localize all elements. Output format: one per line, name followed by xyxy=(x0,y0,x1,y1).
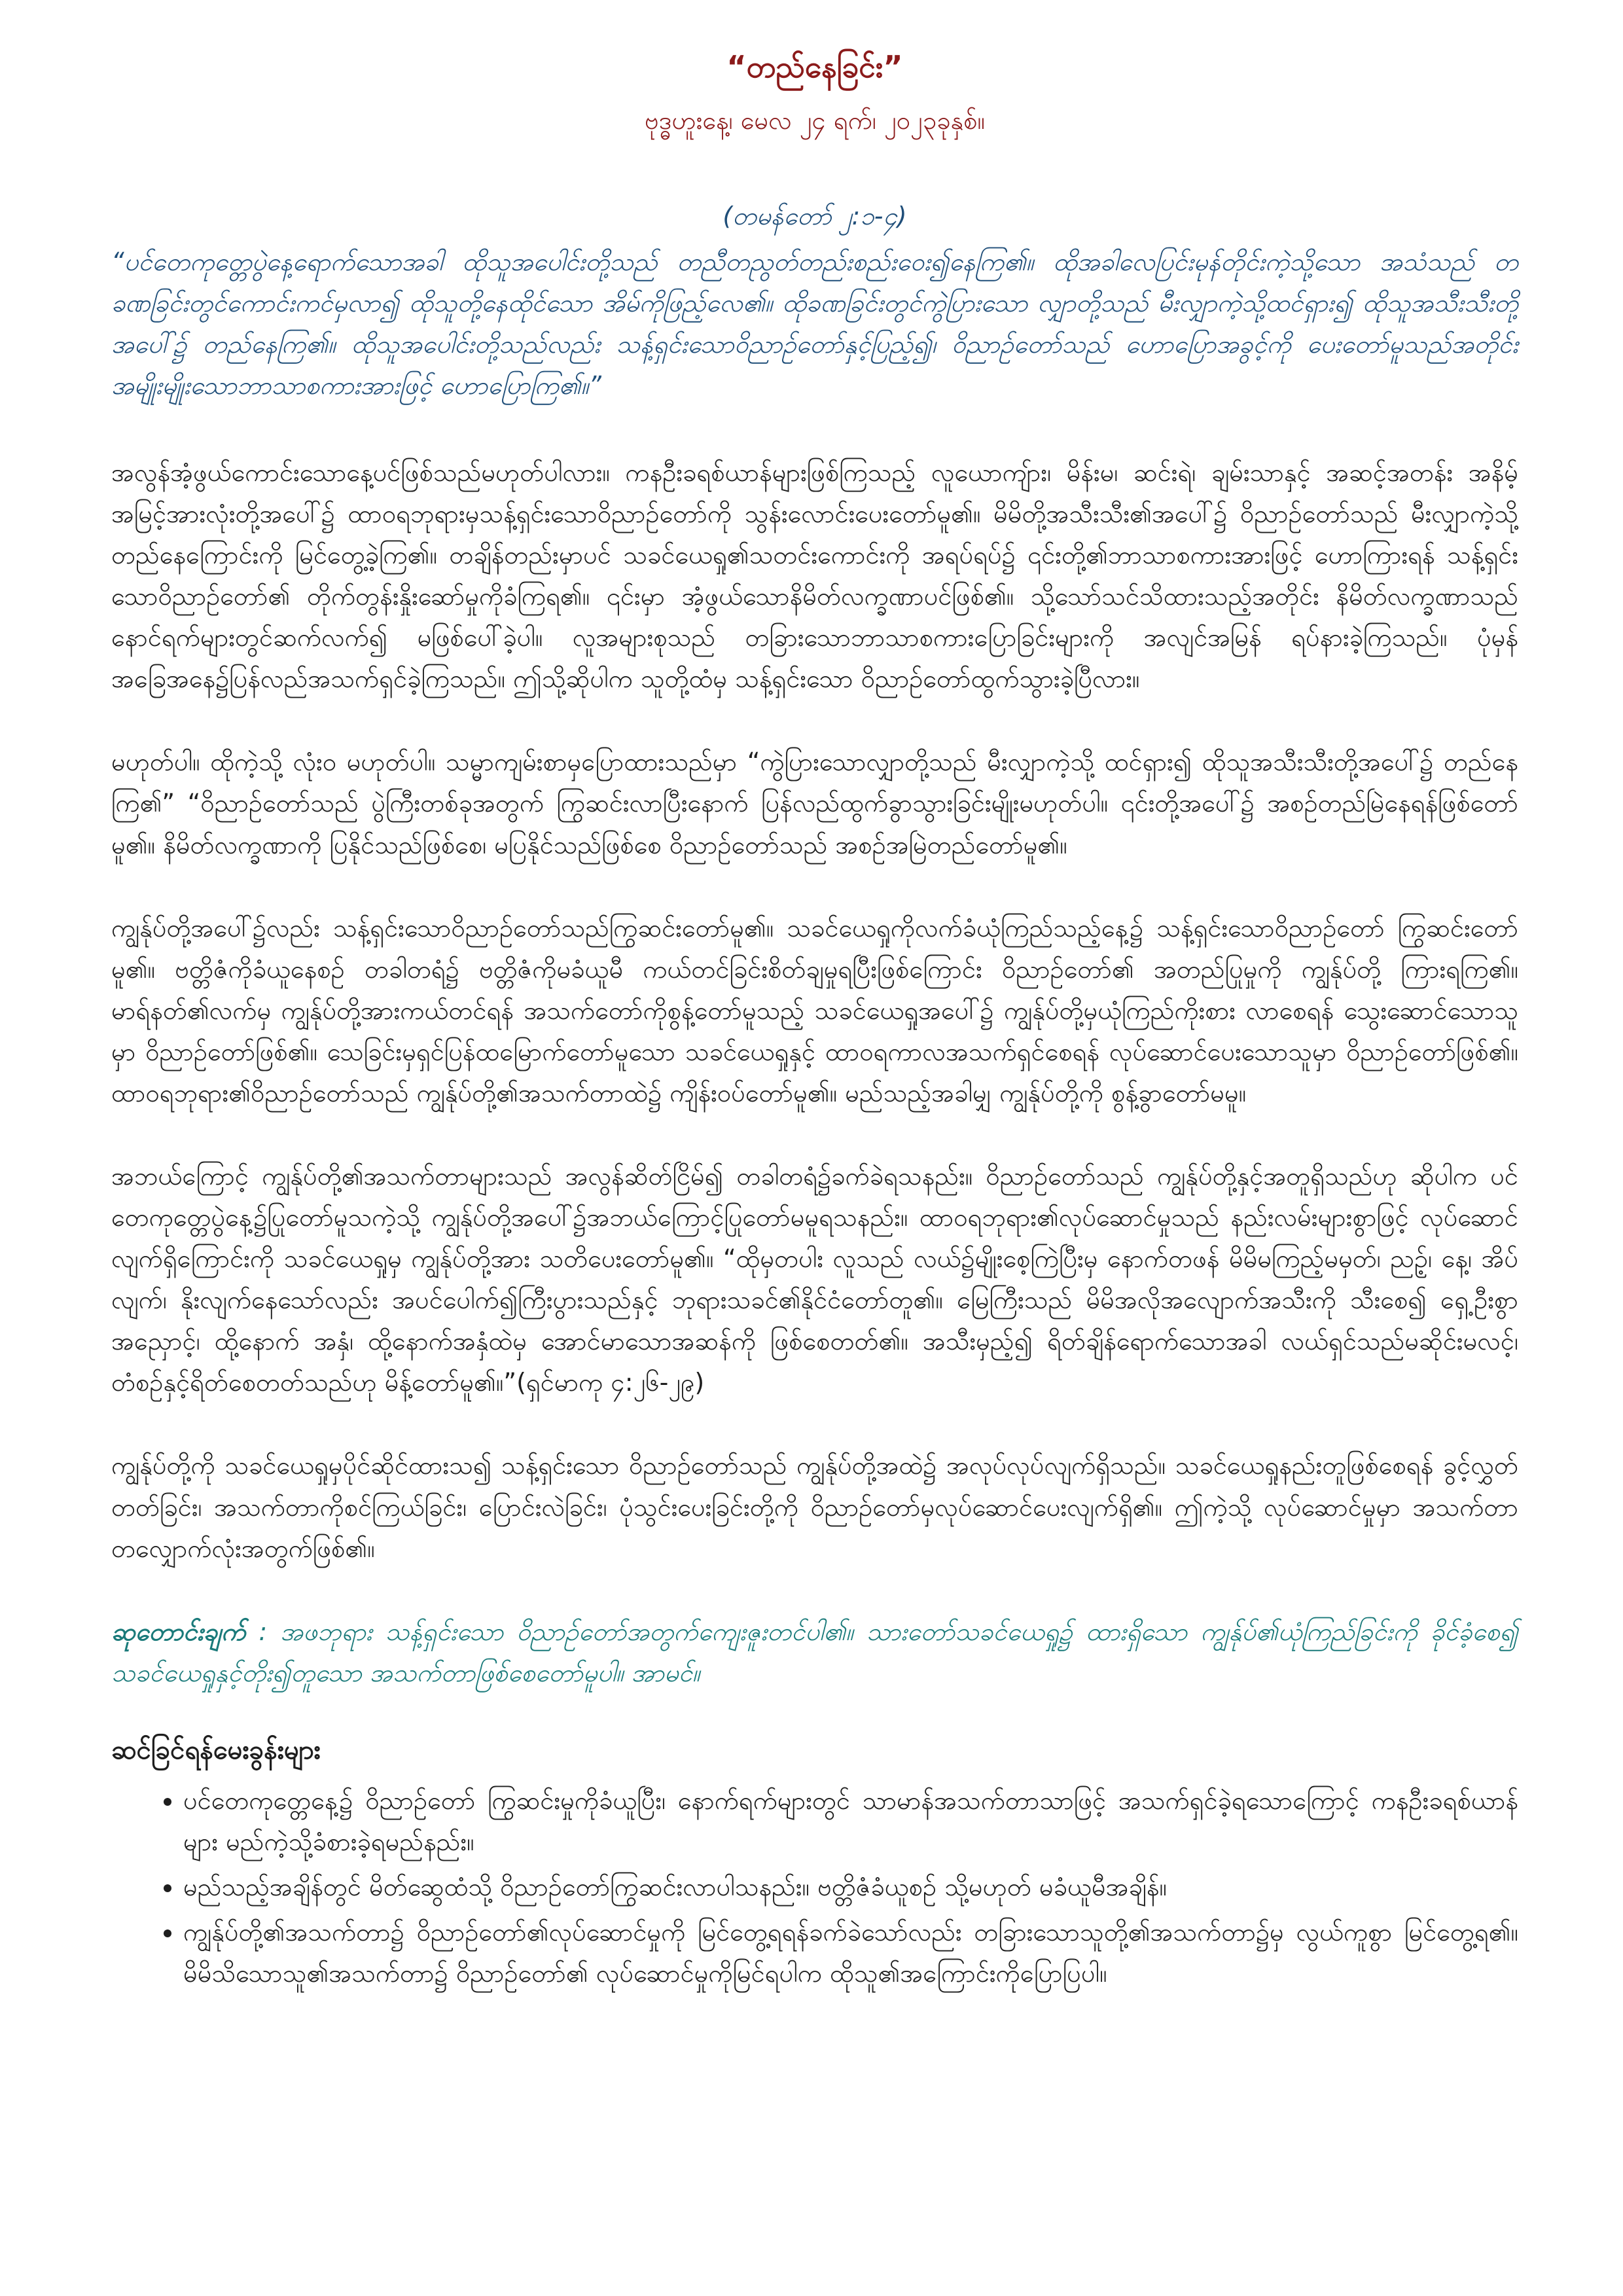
body-paragraph-1: အလွန်အံ့ဖွယ်ကောင်းသောနေ့ပင်ဖြစ်သည်မဟုတ်ပါလား။ ကနဦးခရစ်ယာန်များဖြစ်ကြသည့် လူယောကျ်ား၊ မိန်းမ၊ ဆင်းရဲ၊ ချမ်းသာနှင့် အဆင့်အတန်း အနိမ့်အမြင့်အားလုံးတို့အပေါ်၌ ထာဝရဘုရားမှသန့်ရှင်းသောဝိညာဉ်တော်ကို သွန်းလောင်းပေးတော်မူ၏။ မိမိတို့အသီးသီး၏အပေါ်၌ ဝိညာဉ်တော်သည် မီးလျှာကဲ့သို့တည်နေကြောင်းကို မြင်တွေ့ခဲ့ကြ၏။ တချိန်တည်းမှာပင် သခင်ယေရှု၏သတင်းကောင်းကို အရပ်ရပ်၌ ၎င်းတို့၏ဘာသာစကားအားဖြင့် ဟောကြားရန် သန့်ရှင်းသောဝိညာဉ်တော်၏ တိုက်တွန်းနှိုးဆော်မှုကိုခံကြရ၏။ ၎င်းမှာ အံ့ဖွယ်သောနိမိတ်လက္ခဏာပင်ဖြစ်၏။ သို့သော်သင်သိထားသည့်အတိုင်း နိမိတ်လက္ခဏာသည် နောင်ရက်များတွင်ဆက်လက်၍ မဖြစ်ပေါ်ခဲ့ပါ။ လူအများစုသည် တခြားသောဘာသာစကားပြောခြင်းများကို အလျင်အမြန် ရပ်နားခဲ့ကြသည်။ ပုံမှန်အခြေအနေ၌ပြန်လည်အသက်ရှင်ခဲ့ကြသည်။ ဤသို့ဆိုပါက သူတို့ထံမှ သန့်ရှင်းသော ဝိညာဉ်တော်ထွက်သွားခဲ့ပြီလား။ xyxy=(111,457,1518,694)
prayer-text: အဖဘုရား သန့်ရှင်းသော ဝိညာဉ်တော်အတွက်ကျေးဇူးတင်ပါ၏။ သားတော်သခင်ယေရှု၌ ထားရှိသော ကျွန်ုပ်၏ယုံကြည်ခြင်းကို ခိုင်ခံ့စေ၍ သခင်ယေရှုနှင့်တိုး၍တူသော အသက်တာဖြစ်စေတော်မူပါ။ အာမင်။ xyxy=(111,1617,1518,1687)
page-date: ဗုဒ္ဓဟူးနေ့၊ မေလ ၂၄ ရက်၊ ၂၀၂၃ခုနှစ်။ xyxy=(645,106,985,135)
scripture-text: “ပင်တေကုတ္တေပွဲနေ့ရောက်သောအခါ ထိုသူအပေါင်းတို့သည် တညီတညွတ်တည်းစည်းဝေး၍နေကြ၏။ ထိုအခါလေပြင်းမုန်တိုင်းကဲ့သို့သော အသံသည် တခဏခြင်းတွင်ကောင်းကင်မှလာ၍ ထိုသူတို့နေထိုင်သော အိမ်ကိုဖြည့်လေ၏။ ထိုခဏခြင်းတွင်ကွဲပြားသော လျှာတို့သည် မီးလျှာကဲ့သို့ထင်ရှား၍ ထိုသူအသီးသီးတို့အပေါ်၌ တည်နေကြ၏။ ထိုသူအပေါင်းတို့သည်လည်း သန့်ရှင်းသောဝိညာဉ်တော်နှင့်ပြည့်၍၊ ဝိညာဉ်တော်သည် ဟောပြောအခွင့်ကို ပေးတော်မူသည်အတိုင်း အမျိုးမျိုးသောဘာသာစကားအားဖြင့် ဟောပြောကြ၏။” xyxy=(111,247,1518,400)
prayer-separator: : xyxy=(245,1617,281,1646)
devotional-page xyxy=(111,46,1518,1998)
page-title: “တည်နေခြင်း” xyxy=(726,49,903,84)
prayer-block xyxy=(111,1611,1518,1694)
question-item-3: • ကျွန်ုပ်တို့၏အသက်တာ၌ ဝိညာဉ်တော်၏လုပ်ဆောင်မှုကို မြင်တွေ့ရရန်ခက်ခဲသော်လည်း တခြားသောသူတို့၏အသက်တာ၌မှ လွယ်ကူစွာ မြင်တွေ့ရ၏။ မိမိသိသောသူ၏အသက်တာ၌ ဝိညာဉ်တော်၏ လုပ်ဆောင်မှုကိုမြင်ရပါက ထိုသူ၏အကြောင်းကိုပြောပြပါ။ xyxy=(183,1912,1518,1994)
body-paragraph-2: မဟုတ်ပါ။ ထိုကဲ့သို့ လုံးဝ မဟုတ်ပါ။ သမ္မာကျမ်းစာမှပြောထားသည်မှာ “ကွဲပြားသောလျှာတို့သည် မီးလျှာကဲ့သို့ ထင်ရှား၍ ထိုသူအသီးသီးတို့အပေါ်၌ တည်နေကြ၏” “ဝိညာဉ်တော်သည် ပွဲကြီးတစ်ခုအတွက် ကြွဆင်းလာပြီးနောက် ပြန်လည်ထွက်ခွာသွားခြင်းမျိုးမဟုတ်ပါ။ ၎င်းတို့အပေါ်၌ အစဉ်တည်မြဲနေရန်ဖြစ်တော်မူ၏။ နိမိတ်လက္ခဏာကို ပြနိုင်သည်ဖြစ်စေ၊ မပြနိုင်သည်ဖြစ်စေ ဝိညာဉ်တော်သည် အစဉ်အမြဲတည်တော်မူ၏။ xyxy=(111,747,1518,859)
body-paragraph-4: အဘယ်ကြောင့် ကျွန်ုပ်တို့၏အသက်တာများသည် အလွန်ဆိတ်ငြိမ်၍ တခါတရံ၌ခက်ခဲရသနည်း။ ဝိညာဥ်တော်သည် ကျွန်ုပ်တို့နှင့်အတူရှိသည်ဟု ဆိုပါက ပင်တေကုတ္တေပွဲနေ့၌ပြုတော်မူသကဲ့သို့ ကျွန်ုပ်တို့အပေါ်၌အဘယ်ကြောင့်ပြုတော်မမူရသနည်း။ ထာဝရဘုရား၏လုပ်ဆောင်မှုသည် နည်းလမ်းများစွာဖြင့် လုပ်ဆောင်လျက်ရှိကြောင်းကို သခင်ယေရှုမှ ကျွန်ုပ်တို့အား သတိပေးတော်မူ၏။ “ထိုမှတပါး လူသည် လယ်၌မျိုးစေ့ကြဲပြီးမှ နောက်တဖန် မိမိမကြည့်မမှတ်၊ ညဥ့်၊ နေ့၊ အိပ်လျက်၊ နိုးလျက်နေသော်လည်း အပင်ပေါက်၍ကြီးပွားသည်နှင့် ဘုရားသခင်၏နိုင်ငံတော်တူ၏။ မြေကြီးသည် မိမိအလိုအလျောက်အသီးကို သီးစေ၍ ရှေ့ဦးစွာ အညှောင့်၊ ထို့နောက် အနှံ၊ ထို့နောက်အနှံထဲမှ အောင်မာသောအဆန်ကို ဖြစ်စေတတ်၏။ အသီးမှည့်၍ ရိတ်ချိန်ရောက်သောအခါ လယ်ရှင်သည်မဆိုင်းမလင့်၊ တံစဉ်နှင့်ရိတ်စေတတ်သည်ဟု မိန့်တော်မူ၏။”(ရှင်မာကု ၄:၂၆-၂၉) xyxy=(111,1161,1518,1397)
scripture-reference: (တမန်တော် ၂:၁-၄) xyxy=(722,201,907,230)
questions-heading: ဆင်ခြင်ရန်မေးခွန်းများ xyxy=(111,1734,321,1765)
questions-list xyxy=(111,1780,1518,1994)
body-paragraph-5: ကျွန်ုပ်တို့ကို သခင်ယေရှုမှပိုင်ဆိုင်ထားသ၍ သန့်ရှင်းသော ဝိညာဉ်တော်သည် ကျွန်ုပ်တို့အထဲ၌ အလုပ်လုပ်လျက်ရှိသည်။ သခင်ယေရှုနည်းတူဖြစ်စေရန် ခွင့်လွှတ်တတ်ခြင်း၊ အသက်တာကိုစင်ကြယ်ခြင်း၊ ပြောင်းလဲခြင်း၊ ပုံသွင်းပေးခြင်းတို့ကို ဝိညာဉ်တော်မှလုပ်ဆောင်ပေးလျက်ရှိ၏။ ဤကဲ့သို့ လုပ်ဆောင်မှုမှာ အသက်တာတလျှောက်လုံးအတွက်ဖြစ်၏။ xyxy=(111,1451,1518,1563)
question-item-1: • ပင်တေကုတ္တေနေ့၌ ဝိညာဉ်တော် ကြွဆင်းမှုကိုခံယူပြီး၊ နောက်ရက်များတွင် သာမာန်အသက်တာသာဖြင့် အသက်ရှင်ခဲ့ရသောကြောင့် ကနဦးခရစ်ယာန်များ မည်ကဲ့သို့ခံစားခဲ့ရမည်နည်း။ xyxy=(183,1780,1518,1863)
question-item-2: • မည်သည့်အချိန်တွင် မိတ်ဆွေထံသို့ ဝိညာဉ်တော်ကြွဆင်းလာပါသနည်း။ ဗတ္တိဇံခံယူစဉ် သို့မဟုတ် မခံယူမီအချိန်။ xyxy=(183,1867,1518,1908)
prayer-label: ဆုတောင်းချက် xyxy=(111,1617,246,1646)
body-paragraph-3: ကျွန်ုပ်တို့အပေါ်၌လည်း သန့်ရှင်းသောဝိညာဉ်တော်သည်ကြွဆင်းတော်မူ၏။ သခင်ယေရှုကိုလက်ခံယုံကြည်သည့်နေ့၌ သန့်ရှင်းသောဝိညာဉ်တော် ကြွဆင်းတော်မူ၏။ ဗတ္တိဇံကိုခံယူနေစဉ် တခါတရံ၌ ဗတ္တိဇံကိုမခံယူမီ ကယ်တင်ခြင်းစိတ်ချမှုရပြီးဖြစ်ကြောင်း ဝိညာဉ်တော်၏ အတည်ပြုမှုကို ကျွန်ုပ်တို့ ကြားရကြ၏။ မာရ်နတ်၏လက်မှ ကျွန်ုပ်တို့အားကယ်တင်ရန် အသက်တော်ကိုစွန့်တော်မူသည့် သခင်ယေရှုအပေါ်၌ ကျွန်ုပ်တို့မှယုံကြည်ကိုးစား လာစေရန် သွေးဆောင်သောသူမှာ ဝိညာဉ်တော်ဖြစ်၏။ သေခြင်းမှရှင်ပြန်ထမြောက်တော်မူသော သခင်ယေရှုနှင့် ထာဝရကာလအသက်ရှင်စေရန် လုပ်ဆောင်ပေးသောသူမှာ ဝိညာဉ်တော်ဖြစ်၏။ ထာဝရဘုရား၏ဝိညာဉ်တော်သည် ကျွန်ုပ်တို့၏အသက်တာထဲ၌ ကျိန်းဝပ်တော်မူ၏။ မည်သည့်အခါမျှ ကျွန်ုပ်တို့ကို စွန့်ခွာတော်မမူ။ xyxy=(111,913,1518,1107)
